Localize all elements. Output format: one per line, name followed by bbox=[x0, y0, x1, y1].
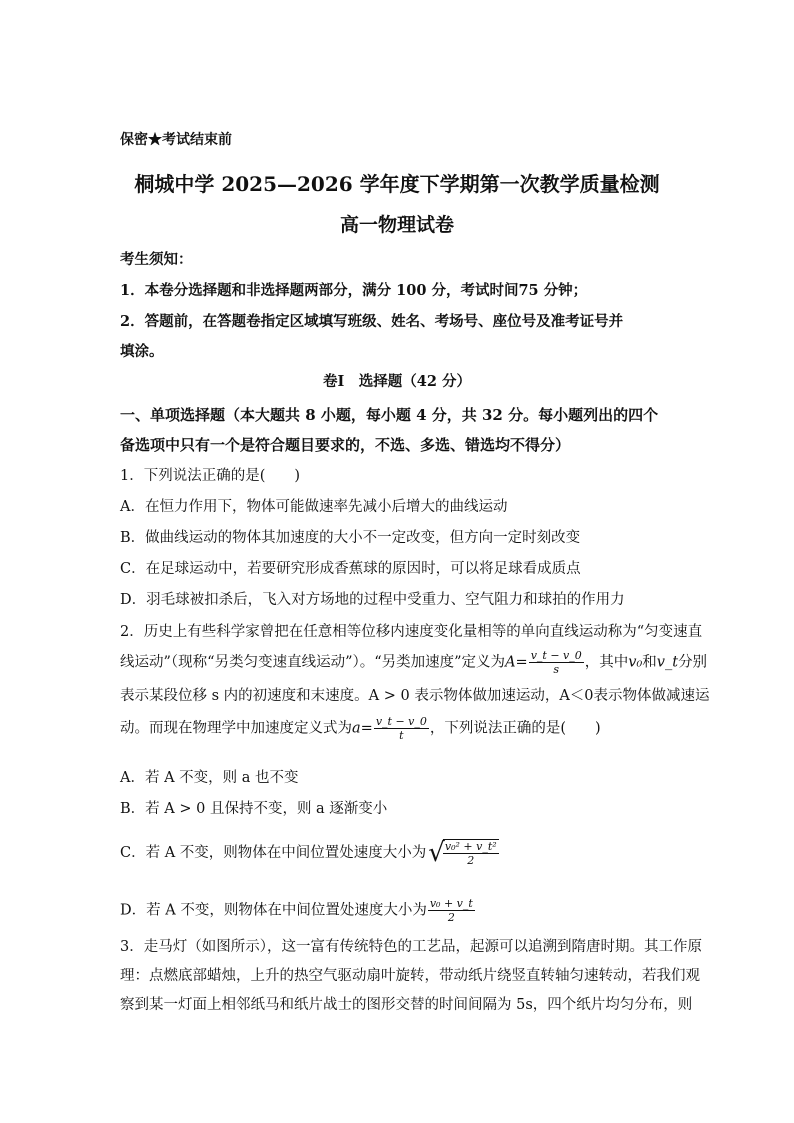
notes-item-2-cont: 填涂。 bbox=[120, 343, 164, 360]
question-1-option-b: B．做曲线运动的物体其加速度的大小不一定改变，但方向一定时刻改变 bbox=[120, 530, 581, 546]
question-2-line-1: 2．历史上有些科学家曾把在任意相等位移内速度变化量相等的单向直线运动称为“匀变速直 bbox=[120, 624, 703, 640]
fraction-average-velocity: $\frac{\text{v₀ + v\_t}}{2}$ bbox=[429, 897, 473, 924]
question-2-line-4: 动。而现在物理学中加速度定义式为a= $\frac{v\_t - v\_0}{t}$ ，下列说法正确的是( ) bbox=[120, 715, 601, 742]
radical-sign: √ bbox=[428, 838, 445, 868]
question-1-stem: 1．下列说法正确的是( ) bbox=[120, 468, 301, 484]
var-A: A bbox=[505, 654, 516, 671]
fraction-another-acceleration: $\frac{v\_t - v\_0}{s}$ bbox=[530, 649, 582, 676]
question-3-line-1: 3．走马灯（如图所示），这一富有传统特色的工艺品，起源可以追溯到隋唐时期。其工作原 bbox=[120, 939, 702, 955]
question-3-line-2: 理：点燃底部蜡烛，上升的热空气驱动扇叶旋转，带动纸片绕竖直转轴匀速转动，若我们观 bbox=[120, 968, 700, 984]
notes-item-1: 1．本卷分选择题和非选择题两部分，满分 100 分，考试时间75 分钟； bbox=[120, 282, 588, 299]
question-2-line-2: 线运动”（现称“另类匀变速直线运动”）。“另类加速度”定义为A= $\frac{v\_t - v\_0}{s}$ ，其中v₀和v_t分别 bbox=[120, 649, 708, 676]
exam-title: 桐城中学 2025—2026 学年度下学期第一次教学质量检测 bbox=[134, 172, 660, 196]
question-3-line-3: 察到某一灯面上相邻纸马和纸片战士的图形交替的时间间隔为 5s，四个纸片均匀分布，则 bbox=[120, 997, 693, 1013]
notes-item-2: 2．答题前，在答题卷指定区域填写班级、姓名、考场号、座位号及准考证号并 bbox=[120, 313, 624, 330]
section-one-heading-cont: 备选项中只有一个是符合题目要求的，不选、多选、错选均不得分） bbox=[120, 436, 571, 454]
question-2-line-3: 表示某段位移 s 内的初速度和末速度。A > 0 表示物体做加速运动，A＜0表示物体做减速运 bbox=[120, 688, 710, 704]
sqrt-expression: √ $\frac{\text{v₀² + v\_t²}}{2}$ bbox=[428, 838, 497, 868]
question-2-option-d: D．若 A 不变，则物体在中间位置处速度大小为 $\frac{\text{v₀ + v\_t}}{2}$ bbox=[120, 897, 473, 924]
question-2-option-c: C．若 A 不变，则物体在中间位置处速度大小为√ $\frac{\text{v₀² + v\_t²}}{2}$ bbox=[120, 838, 500, 868]
question-2-option-a: A．若 A 不变，则 a 也不变 bbox=[120, 770, 299, 786]
notes-heading: 考生须知： bbox=[120, 251, 193, 268]
question-1-option-a: A．在恒力作用下，物体可能做速率先减小后增大的曲线运动 bbox=[120, 499, 508, 515]
exam-subtitle: 高一物理试卷 bbox=[339, 214, 454, 236]
confidential-label: 保密★考试结束前 bbox=[120, 132, 232, 148]
question-2-option-b: B．若 A > 0 且保持不变，则 a 逐渐变小 bbox=[120, 801, 388, 817]
question-1-option-c: C．在足球运动中，若要研究形成香蕉球的原因时，可以将足球看成质点 bbox=[120, 561, 581, 577]
part-one-title: 卷Ⅰ 选择题（42 分） bbox=[322, 373, 471, 390]
section-one-heading: 一、单项选择题（本大题共 8 小题，每小题 4 分，共 32 分。每小题列出的四个 bbox=[120, 406, 659, 424]
fraction-acceleration: $\frac{v\_t - v\_0}{t}$ bbox=[375, 715, 427, 742]
question-1-option-d: D．羽毛球被扣杀后，飞入对方场地的过程中受重力、空气阻力和球拍的作用力 bbox=[120, 592, 625, 608]
